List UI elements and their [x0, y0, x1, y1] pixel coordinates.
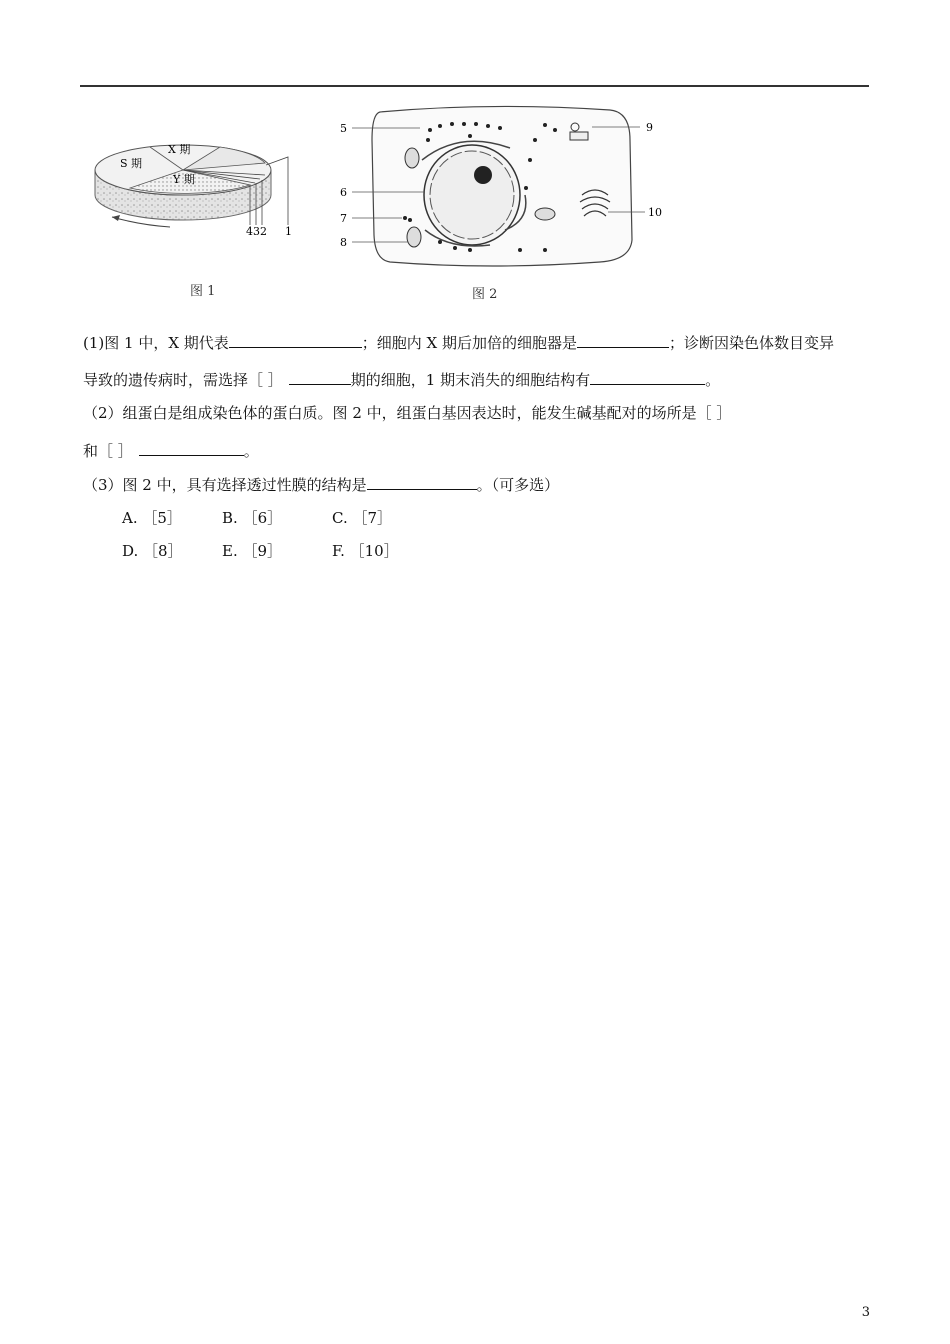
answer-blank[interactable]: [590, 369, 705, 385]
option-d[interactable]: D. ［8］: [122, 542, 183, 560]
option-f[interactable]: F. ［10］: [332, 542, 399, 560]
question-2-line-2: 和［ ］ 。: [83, 442, 259, 460]
label-y-phase: Y 期: [173, 173, 195, 186]
label-1: 1: [285, 225, 292, 238]
label-s-phase: S 期: [120, 157, 143, 170]
figure-1-cell-cycle: [90, 125, 305, 240]
answer-blank[interactable]: [289, 369, 351, 385]
option-c[interactable]: C. ［7］: [332, 509, 393, 527]
figure-1-caption: 图 1: [190, 284, 216, 299]
label-2: 2: [260, 225, 267, 238]
figure-2-animal-cell: [330, 100, 670, 275]
answer-blank[interactable]: [367, 474, 477, 490]
option-b[interactable]: B. ［6］: [222, 509, 283, 527]
label-3: 3: [253, 225, 260, 238]
option-e[interactable]: E. ［9］: [222, 542, 283, 560]
label-4: 4: [246, 225, 253, 238]
option-a[interactable]: A. ［5］: [122, 509, 182, 527]
label-9: 9: [646, 121, 653, 134]
label-6: 6: [340, 186, 347, 199]
figure-2-caption: 图 2: [472, 287, 498, 302]
label-8: 8: [340, 236, 347, 249]
answer-blank[interactable]: [139, 440, 244, 456]
question-3-line-1: （3）图 2 中，具有选择透过性膜的结构是 。（可多选）: [83, 476, 560, 494]
label-5: 5: [340, 122, 347, 135]
label-x-phase: X 期: [168, 143, 191, 156]
question-1-line-2: 导致的遗传病时，需选择［ ］ 期的细胞，1 期末消失的细胞结构有 。: [83, 371, 721, 389]
question-2-line-1: （2）组蛋白是组成染色体的蛋白质。图 2 中，组蛋白基因表达时，能发生碱基配对的场所是［ ］: [83, 404, 732, 422]
header-rule: [80, 85, 869, 87]
answer-blank[interactable]: [577, 332, 669, 348]
label-10: 10: [648, 206, 662, 219]
answer-blank[interactable]: [229, 332, 362, 348]
label-7: 7: [340, 212, 347, 225]
question-1-line-1: (1)图 1 中，X 期代表 ；细胞内 X 期后加倍的细胞器是 ；诊断因染色体数目变异: [83, 334, 835, 352]
page-number: 3: [861, 1305, 870, 1320]
